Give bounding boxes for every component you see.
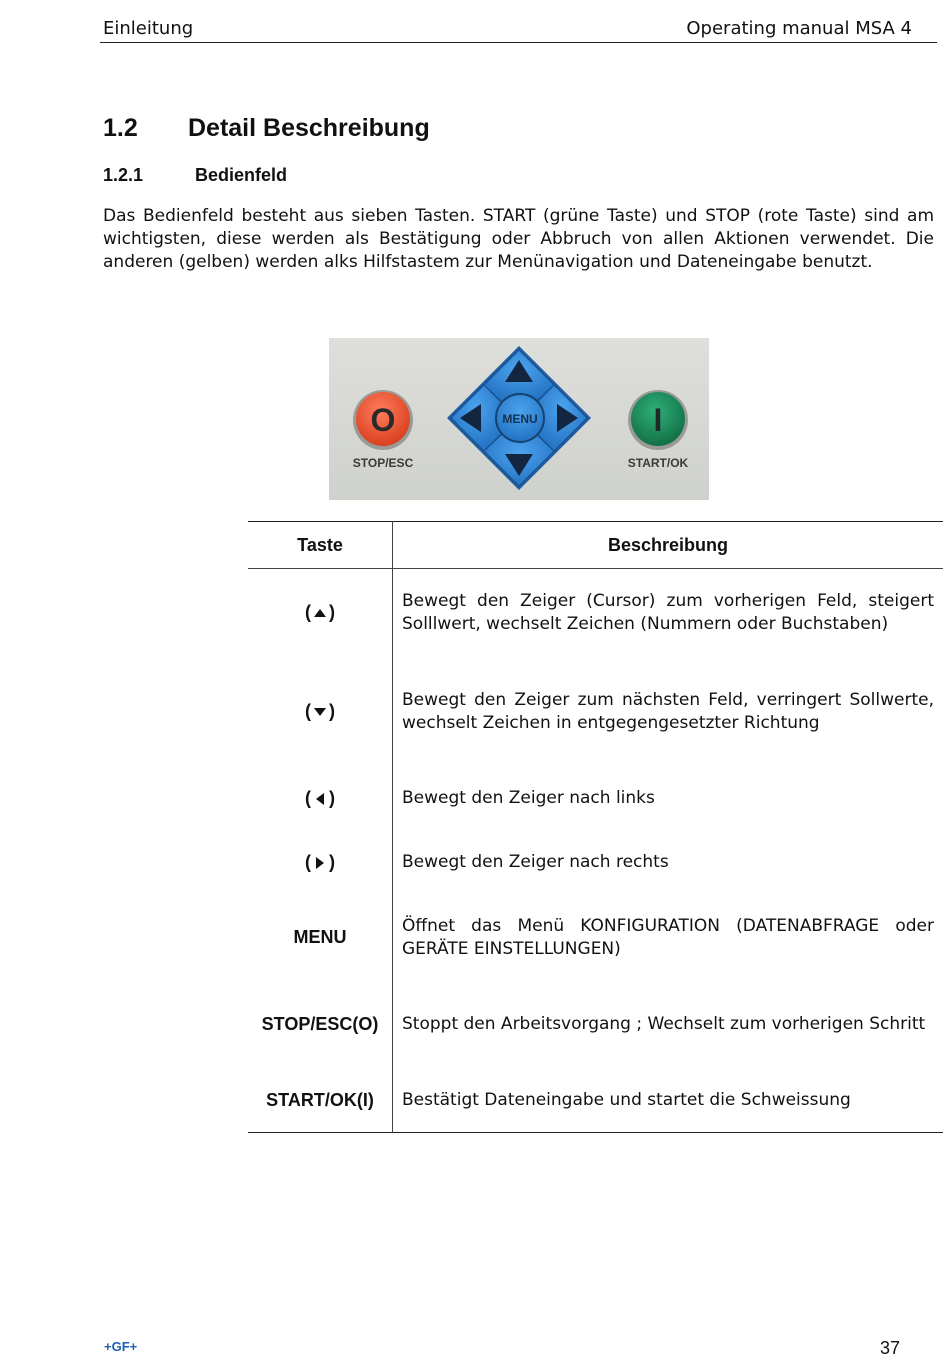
key-cell — [248, 831, 393, 895]
description-cell: Stoppt den Arbeitsvorgang ; Wechselt zum vorherigen Schritt — [402, 1014, 926, 1034]
stop-button-label: STOP/ESC — [352, 456, 414, 470]
key-cell — [248, 767, 393, 831]
table-row — [248, 831, 943, 895]
intro-paragraph: Das Bedienfeld besteht aus sieben Tasten. START (grüne Taste) und STOP (rote Taste) sind am wichtigsten, diese werden als Bestätigung oder Abbruch von allen Aktionen verwendet. Die anderen (gelben) werden alks Hilfstastem zur Menünavigation und Dateneingabe benutzt. — [103, 206, 934, 272]
up-arrow-icon — [313, 606, 327, 620]
down-arrow-icon — [313, 705, 327, 719]
table-header-description: Beschreibung — [393, 522, 944, 569]
description-cell: Bewegt den Zeiger nach links — [402, 788, 655, 808]
table-row — [248, 657, 943, 767]
description-cell: Bewegt den Zeiger nach rechts — [402, 852, 669, 872]
key-cell: STOP/ESC(O) — [248, 981, 393, 1069]
table-header-key: Taste — [248, 522, 393, 569]
description-cell: Bewegt den Zeiger zum nächsten Feld, verringert Sollwerte, wechselt Zeichen in entgegengesetzter Richtung — [402, 689, 934, 733]
table-row — [248, 1069, 943, 1133]
description-cell: Bewegt den Zeiger (Cursor) zum vorherigen Feld, steigert Solllwert, wechselt Zeichen (Nummern oder Buchstaben) — [402, 590, 934, 634]
table-header-row — [248, 522, 943, 569]
description-cell: Bestätigt Dateneingabe und startet die Schweissung — [402, 1089, 851, 1110]
right-key-symbol: ( ) — [305, 852, 335, 872]
subsection-number: 1.2.1 — [103, 165, 144, 185]
control-panel-illustration — [329, 338, 709, 500]
left-key-symbol: ( ) — [305, 788, 335, 808]
table-row — [248, 981, 943, 1069]
page-header-left: Einleitung — [103, 18, 194, 39]
subsection-heading — [103, 165, 287, 186]
header-rule — [100, 42, 937, 43]
key-cell: MENU — [248, 895, 393, 981]
section-number: 1.2 — [103, 114, 138, 142]
key-cell — [248, 569, 393, 657]
key-table — [248, 521, 943, 1133]
section-heading — [103, 114, 430, 143]
left-arrow-icon — [313, 792, 327, 806]
start-button-symbol: I — [653, 402, 663, 438]
key-cell: START/OK(I) — [248, 1069, 393, 1133]
stop-button-symbol: O — [370, 402, 396, 438]
menu-button-label: MENU — [502, 412, 538, 426]
table-row — [248, 569, 943, 657]
control-panel-photo — [329, 338, 709, 500]
section-title: Detail Beschreibung — [188, 114, 430, 142]
down-key-symbol: ( ) — [305, 701, 335, 721]
right-arrow-icon — [313, 856, 327, 870]
page-number: 37 — [879, 1338, 900, 1358]
start-button-label: START/OK — [627, 456, 689, 470]
subsection-title: Bedienfeld — [195, 165, 288, 185]
gf-logo: +GF+ — [104, 1339, 138, 1354]
key-cell — [248, 657, 393, 767]
up-key-symbol: ( ) — [305, 602, 335, 623]
table-row — [248, 895, 943, 981]
description-cell: Öffnet das Menü KONFIGURATION (DATENABFRAGE oder GERÄTE EINSTELLUNGEN) — [402, 915, 934, 959]
table-row — [248, 767, 943, 831]
page-header-right: Operating manual MSA 4 — [686, 18, 912, 39]
